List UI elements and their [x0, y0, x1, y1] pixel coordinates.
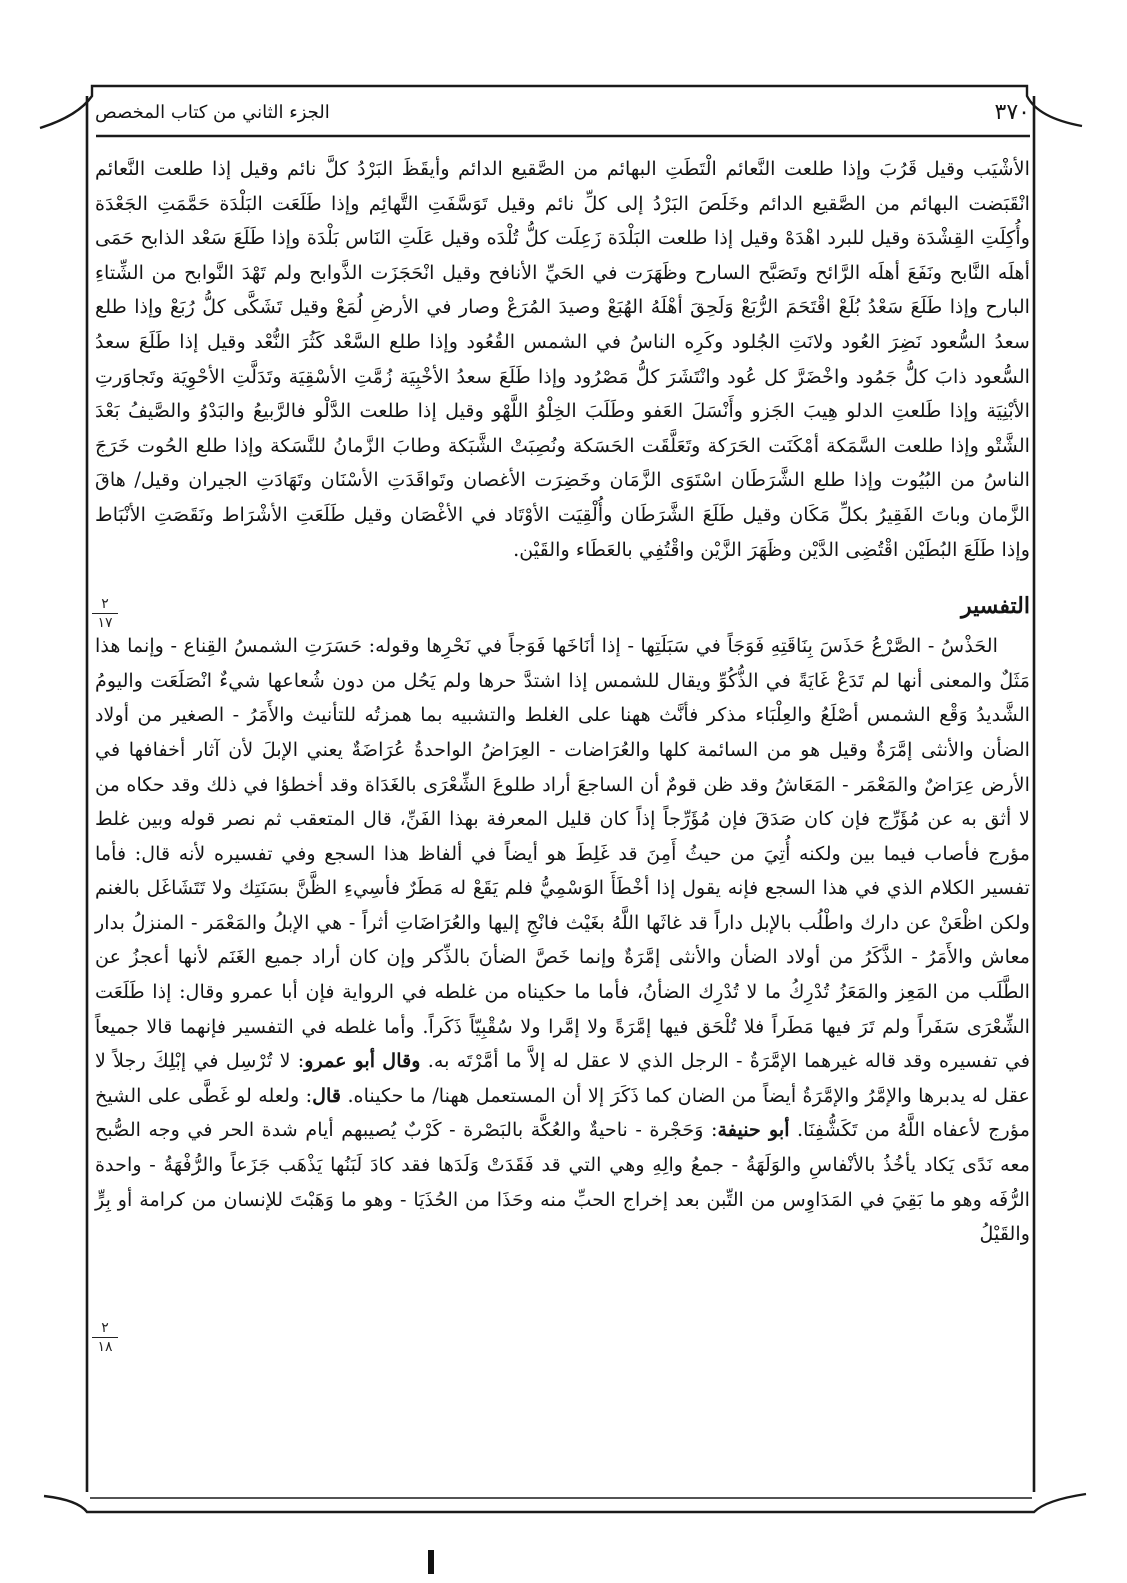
page-number: ٣٧٠: [994, 99, 1030, 125]
tafsir-text-4: : وَحَجْرة - ناحيةٌ والعُكَّة بالبَصْرة - كَرْبٌ يُصيبهم أيام شدة الحر في وجه الصُّبح معه نَدًى يَكاد يأخُذُ بالأنْفاسِ والوَلَهَةُ - جمعُ والِهِ وهي التي قد فَقَدَتْ وَلَدَها فقد كادَ لَبَنُها يَذْهَب جَزَعاً والرُّفْهَةُ - واحدة الرُّفَه وهو ما بَقِيَ في المَدَاوِس من التِّبن بعد إخراج الحبِّ منه وحَذَا من الحُذَيَا - وهو ما وَهَبْتَ للإنسان من كرامة أو بِرٍّ والقَيْلُ: [95, 1118, 1030, 1246]
abu-hanifa-name: أبو حنيفة: [717, 1118, 790, 1142]
margin-marker-1: [88, 596, 122, 631]
section-title: التفسير: [961, 593, 1030, 620]
tafsir-text-1: الحَذْسُ - الصَّرْعُ حَذَسَ بِنَاقَتِهِ فَوَجَاً في سَبَلَتِها - إذا أنَاخَها فَوَجاً في نَحْرِها وقوله: حَسَرَتِ الشمسُ القِناع - وإنما هذا مَثَلٌ والمعنى أنها لم تَدَعْ غَايَةً في الذُّكُوِّ ويقال للشمس إذا اشتدَّ حرها ولم يَحُل من دون شُعاعها شيءٌ انْصَلَعَت واليومُ الشَّديدُ وَقْع الشمس أصْلَعُ والعِلْبَاء مذكر فأنَّث ههنا على الغلط والتشبيه بما همزتُه للتأنيث والأَمَرُ - الصغير من أولاد الضأن والأنثى إمَّرَةٌ وقيل هو من السائمة كلها والعُرَاضات - العِرَاضُ الواحدةُ عُرَاضَةٌ يعني الإبلَ لأن آثار أخفافها في الأرض عِرَاضٌ والمَعْمَر - المَعَاشُ وقد ظن قومٌ أن الساجعَ أراد طلوعَ الشِّعْرَى بالغَدَاة وقد أخطؤا في ذلك وقد حكاه من لا أثق به عن مُؤَرِّج فإن كان صَدَقَ فإن مُؤَرِّجاً إذاً كان قليل المعرفة بهذا الفَنِّ، قال المتعقب ثم نصر قوله وبين غلط مؤرج فأصاب فيما بين ولكنه أُتِيَ من حيثُ أَمِنَ قد غَلِطَ هو أيضاً في ألفاظ هذا السجع وفي تفسيره لأنه قال: فأما تفسير الكلام الذي في هذا السجع فإنه يقول إذا أخْطَأَ الوَسْمِيُّ فلم يَقَعْ له مَطَرٌ فأسِيءِ الظَّنَّ بسَنَتِك ولا تَتَشَاغَل بالغنم ولكن اظْعَنْ عن دارك واطْلُب بالإبل داراً قد غاثَها اللَّهُ بغَيْث فانْجِ إليها والعُرَاضَاتِ أثراً - هي الإبلُ والمَعْمَر - المنزلُ بدار معاش والأَمَرُ - الذَّكَرُ من أولاد الضأن والأنثى إمَّرَةٌ وإنما خَصَّ الضأنَ بالذِّكر وإن كان أراد جميع الغَنَم لأنها أعجزُ عن الطَّلَب من المَعِز والمَعَزُ تُدْرِكُ ما لا تُدْرِك الضأنُ، فأما ما حكيناه من غلطه في الرواية فإن أبا عمرو وقال: إذا طَلَعَت الشِّعْرَى سَفَراً ولم تَرَ فيها مَطَراً فلا تُلْحَق فيها إمَّرَةً ولا إمَّرا ولا سُقْبِيّاً ذَكَراً. وأما غلطه في التفسير فإنهما قالا جميعاً في تفسيره وقد قاله غيرهما الإمَّرَةُ - الرجل الذي لا عقل له إلاَّ ما أمَّرْتَه به.: [95, 634, 1030, 1073]
page-header: [95, 95, 1030, 129]
marker-1-top: ٢: [101, 596, 109, 612]
marker-2-top: ٢: [101, 1320, 109, 1336]
marker-2-bottom: ١٨: [97, 1339, 113, 1355]
tafsir-text-3: : ولعله لو غَطَّى على الشيخ مؤرج لأعفاه اللَّهُ من تَكَشُّفِنَا.: [95, 1083, 1030, 1142]
scan-mark: [428, 1550, 434, 1574]
margin-marker-2: [88, 1320, 122, 1355]
tafsir-text-2: : لا تُرْسِل في إبْلِكَ رجلاً لا عقل له يدبرها والإمَّرُ والإمَّرَةُ أيضاً من الضان كما ذَكَرَ إلا أن المستعمل ههنا/ ما حكيناه.: [95, 1049, 1030, 1107]
qala-keyword-1: وقال: [382, 1049, 421, 1073]
running-title: الجزء الثاني من كتاب المخصص: [95, 101, 330, 123]
saj-paragraph: الأشْيَب وقيل قَرُبَ وإذا طلعت النَّعائم الْتَطَتِ البهائم من الصَّقيع الدائم وأيقَظَ البَرْدُ كلَّ نائم وقيل إذا طلعت النَّعائم انْقَبَضت البهائم من الصَّقيع الدائم وخَلَصَ البَرْدُ إلى كلِّ نائم وقيل تَوَسَّفَتِ التَّهائِم وإذا طَلَعَت البَلْدَة حَمَّمَتِ الجَعْدَة وأُكِلَتِ القِشْدَة وقيل للبرد اهْدَهْ وقيل إذا طلعت البَلْدَة زَعِلَت كلُّ تُلْدَه وقيل عَلَتِ النَاس بَلْدَة وإذا طَلَعَ سَعْد الذابح حَمَى أهلَه النَّابح ونَفَعَ أهلَه الرَّائح وتَصَبَّح السارح وظَهَرَت في الحَيِّ الأنافح وقيل انْحَجَزَت الذَّوابح ولم تَهْدَ النَّوابح من الشِّتاءِ البارح وإذا طَلَعَ سَعْدُ بُلَعْ اقْتَحَمَ الرُّبَعْ وَلَحِقَ أهْلَهُ الهُبَعْ وصيدَ المُرَعْ وصار في الأرضِ لُمَعْ وقيل تَشَكَّى كلُّ رُبَعْ وإذا طلع سعدُ السُّعود نَضِرَ العُود ولانَتِ الجُلود وكَرِه الناسُ في الشمس القُعُود وإذا طلع السَّعْد كَثُرَ النُّعْد وقيل إذا طَلَعَ سعدُ السُّعود ذابَ كلُّ جَمُود واخْضَرَّ كل عُود وانْتَشَرَ كلُّ مَصْرُود وإذا طَلَعَ سعدُ الأخْبِيَة زُمَّتِ الأسْقِيَة وتَدَلَّتِ الأحْوِيَة وتَجاوَرتِ الأبْنِيَة وإذا طَلعتِ الدلو هِيبَ الجَزو وأَنْسَلَ العَفو وطَلَبَ الخِلْوُ اللَّهْو وقيل إذا طلعت الدَّلْو فالرَّبيعُ والبَدْوُ والصَّيفُ بَعْدَ الشَّتْو وإذا طلعت السَّمَكة أمْكَنَت الحَرَكة وتَعَلَّقَت الحَسَكة ونُصِبَتْ الشَّبَكة وطابَ الزَّمانُ للنَّسَكة وإذا طلع الحُوت خَرَجَ الناسُ من البُيُوت وإذا طلع الشَّرَطَان اسْتَوَى الزَّمَان وخَضِرَت الأغصان وتَواقَدَتِ الأسْنَان وتَهَادَتِ الجيران وقيل/ هاقَ الزَّمان وباتَ الفَقِيرُ بكلِّ مَكَان وقيل طَلَعَ الشَّرَطَان وأُلْقِيَت الأوْتَاد في الأغْصَان وقيل طَلَعَتِ الأشْرَاط ونَقَصَتِ الأنْبَاط وإذا طَلَعَ البُطَيْن اقْتُضِى الدَّيْن وظَهَرَ الزَّيْن واقْتُفِي بالعَطَاء والقَيْن.: [95, 157, 1030, 561]
marker-1-bottom: ١٧: [97, 615, 113, 631]
abu-amr-name: أبو عمرو: [304, 1049, 376, 1073]
tafsir-paragraph: [95, 629, 1030, 1252]
page-body: [95, 152, 1030, 1252]
qala-keyword-2: قال: [312, 1083, 342, 1107]
